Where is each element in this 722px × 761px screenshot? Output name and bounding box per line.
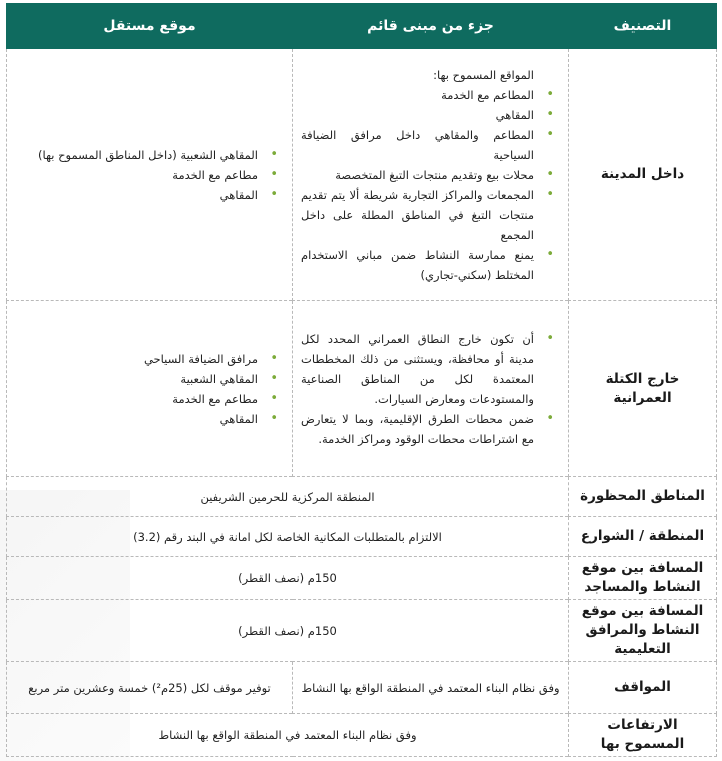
table-row — [7, 301, 717, 477]
existing-cell — [293, 301, 569, 477]
row-label: الارتفاعات المسموح بها — [569, 714, 717, 757]
standalone-cell: توفير موقف لكل (25م²) خمسة وعشرين متر مربع — [7, 662, 293, 714]
header-standalone-site: موقع مستقل — [7, 4, 293, 49]
header-classification: التصنيف — [569, 4, 717, 49]
merged-cell: المنطقة المركزية للحرمين الشريفين — [7, 477, 569, 517]
row-label: المواقف — [569, 662, 717, 714]
list-item: • المقاهي — [15, 185, 284, 205]
merged-cell: وفق نظام البناء المعتمد في المنطقة الواقع بها النشاط — [7, 714, 569, 757]
list-item: • المطاعم والمقاهي داخل مرافق الضيافة السياحية — [301, 125, 560, 165]
allowed-sites-intro: المواقع المسموح بها: — [433, 67, 534, 82]
list-item: • يمنع ممارسة النشاط ضمن مباني الاستخدام المختلط (سكني-تجاري) — [301, 245, 560, 285]
row-label: المسافة بين موقع النشاط والمرافق التعليمية — [569, 600, 717, 662]
standalone-list — [15, 145, 284, 205]
list-item: • المقاهي — [15, 409, 284, 429]
existing-cell: وفق نظام البناء المعتمد في المنطقة الواقع بها النشاط — [293, 662, 569, 714]
row-label: المسافة بين موقع النشاط والمساجد — [569, 557, 717, 600]
row-label: المنطقة / الشوارع — [569, 517, 717, 557]
existing-list — [301, 329, 560, 449]
existing-cell — [293, 49, 569, 301]
standalone-cell — [7, 49, 293, 301]
table-row — [7, 714, 717, 757]
list-item: • المقاهي — [301, 105, 560, 125]
table-row — [7, 662, 717, 714]
header-existing-building: جزء من مبنى قائم — [293, 4, 569, 49]
list-item: • المطاعم مع الخدمة — [301, 85, 560, 105]
merged-cell: 150م (نصف القطر) — [7, 600, 569, 662]
list-item: • مرافق الضيافة السياحي — [15, 349, 284, 369]
list-item: • مطاعم مع الخدمة — [15, 165, 284, 185]
list-item: • المجمعات والمراكز التجارية شريطة ألا يتم تقديم منتجات التبغ في المناطق المطلة على داخل المجمع — [301, 185, 560, 245]
merged-cell: 150م (نصف القطر) — [7, 557, 569, 600]
header-row — [7, 4, 717, 49]
table-row — [7, 49, 717, 301]
row-label: خارج الكتلة العمرانية — [569, 301, 717, 477]
list-item: • المقاهي الشعبية (داخل المناطق المسموح بها) — [15, 145, 284, 165]
list-item: • محلات بيع وتقديم منتجات التبغ المتخصصة — [301, 165, 560, 185]
classification-table — [6, 3, 717, 757]
table-row — [7, 517, 717, 557]
list-item: • مطاعم مع الخدمة — [15, 389, 284, 409]
list-item: • ضمن محطات الطرق الإقليمية، وبما لا يتعارض مع اشتراطات محطات الوقود ومراكز الخدمة. — [301, 409, 560, 449]
merged-cell: الالتزام بالمتطلبات المكانية الخاصة لكل امانة في البند رقم (3.2) — [7, 517, 569, 557]
standalone-cell — [7, 301, 293, 477]
table-row — [7, 557, 717, 600]
standalone-list — [15, 349, 284, 429]
list-item: • المقاهي الشعبية — [15, 369, 284, 389]
table-row — [7, 600, 717, 662]
row-label: المناطق المحظورة — [569, 477, 717, 517]
list-item: • أن تكون خارج النطاق العمراني المحدد لكل مدينة أو محافظة، ويستثنى من ذلك المخططات المعتمدة لكل من المناطق الصناعية والمستودعات ومعارض السيارات. — [301, 329, 560, 409]
existing-list — [301, 85, 560, 285]
row-label: داخل المدينة — [569, 49, 717, 301]
table-row — [7, 477, 717, 517]
